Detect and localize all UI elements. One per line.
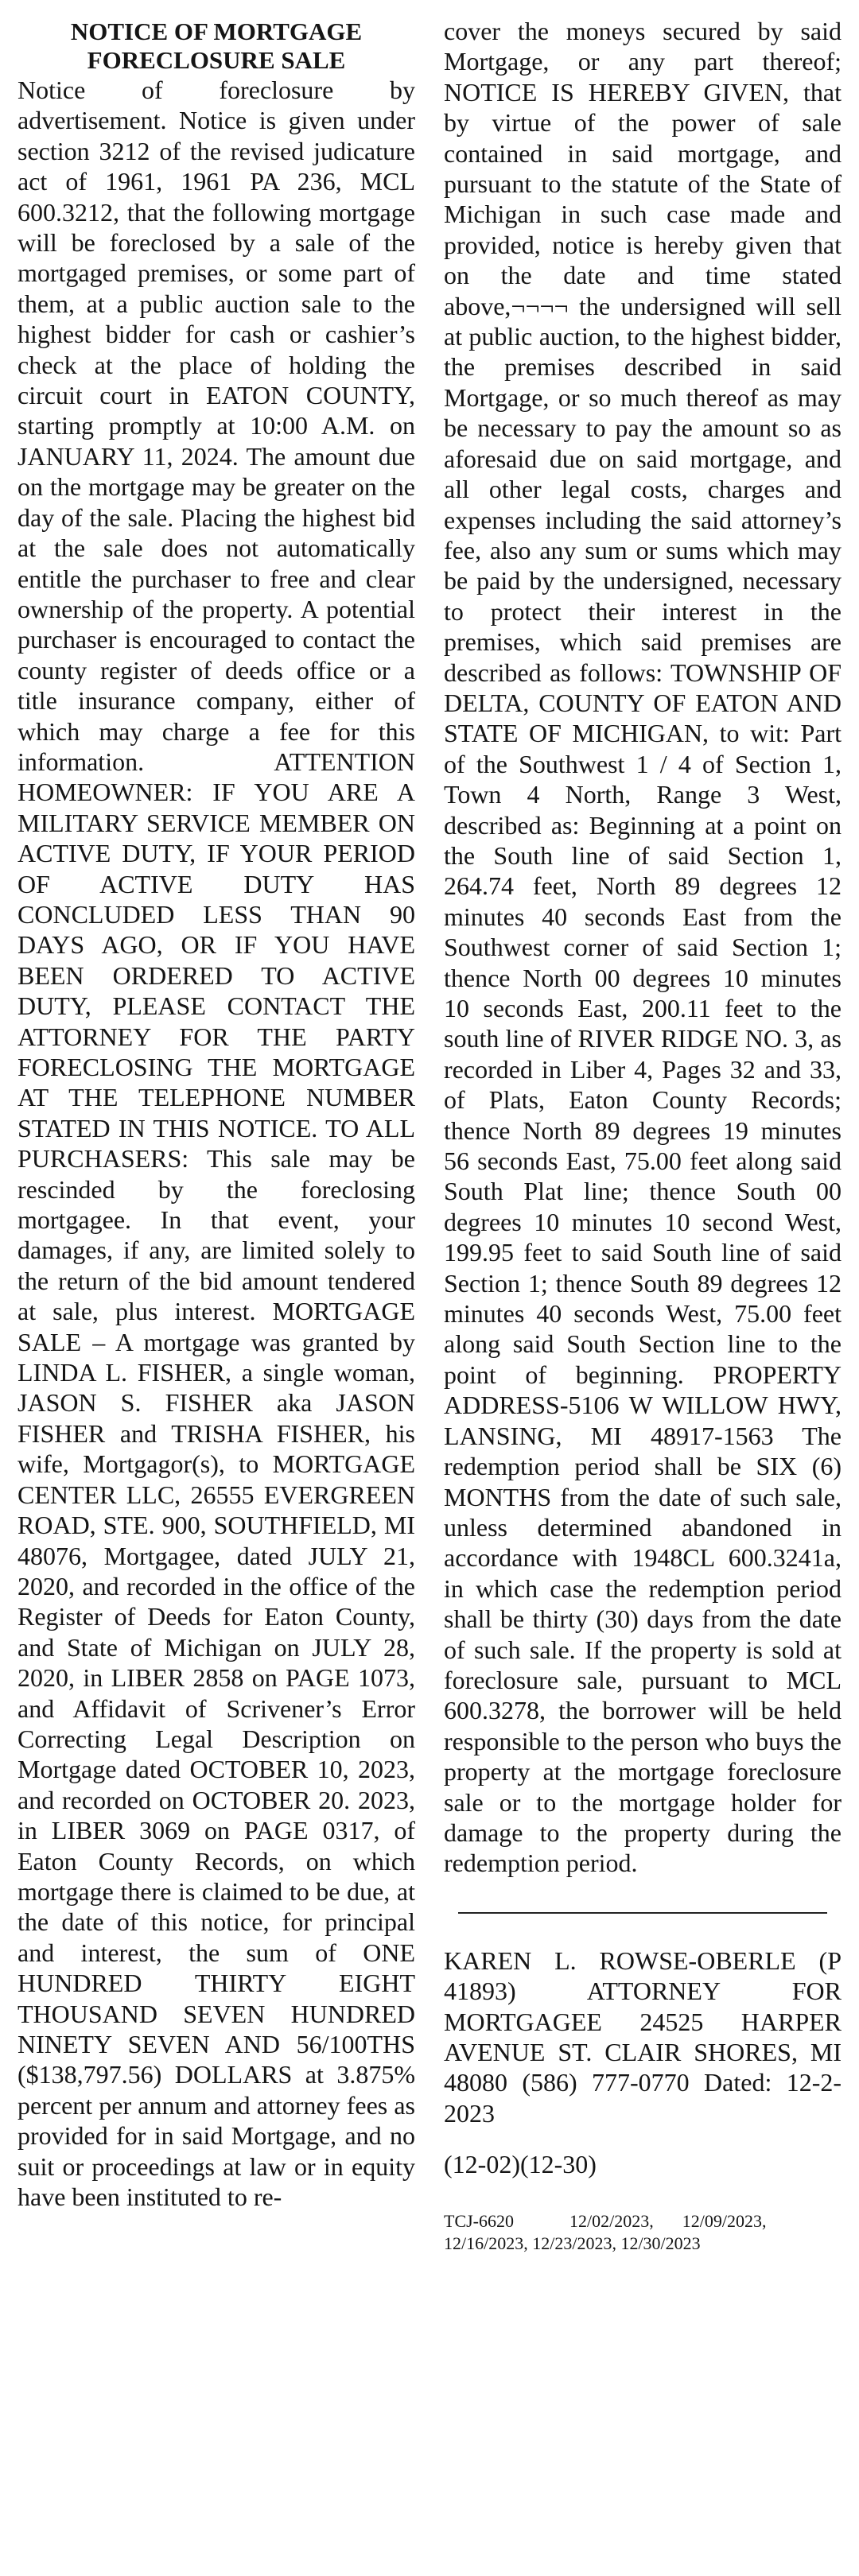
publication-footer — [444, 2210, 842, 2255]
notice-body-part-1: Notice of foreclosure by advertisement. Notice is given under section 3212 of the revised judicature act of 1961, 1961 PA 236, MCL 600.3212, that the following mortgage will be foreclosed by a sale of the mortgaged premises, or some part of them, at a public auction sale to the highest bidder for cash or cashier’s check at the place of holding the circuit court in EATON COUNTY, starting promptly at 10:00 A.M. on JANUARY 11, 2024. The amount due on the mortgage may be greater on the day of the sale. Placing the highest bid at the sale does not automatically entitle the purchaser to free and clear ownership of the property. A potential purchaser is encouraged to contact the county register of deeds office or a title insurance company, either of which may charge a fee for this information. ATTENTION HOMEOWNER: IF YOU ARE A MILITARY SERVICE MEMBER ON ACTIVE DUTY, IF YOUR PERIOD OF ACTIVE DUTY HAS CONCLUDED LESS THAN 90 DAYS AGO, OR IF YOU HAVE BEEN ORDERED TO ACTIVE DUTY, PLEASE CONTACT THE ATTORNEY FOR THE PARTY FORECLOSING THE MORTGAGE AT THE TELEPHONE NUMBER STATED IN THIS NOTICE. TO ALL PURCHASERS: This sale may be rescinded by the foreclosing mortgagee. In that event, your damages, if any, are limited solely to the return of the bid amount tendered at sale, plus interest. MORTGAGE SALE – A mortgage was granted by LINDA L. FISHER, a single woman, JASON S. FISHER aka JASON FISHER and TRISHA FISHER, his wife, Mortgagor(s), to MORTGAGE CENTER LLC, 26555 EVERGREEN ROAD, STE. 900, SOUTHFIELD, MI 48076, Mortgagee, dated JULY 21, 2020, and recorded in the office of the Register of Deeds for Eaton County, and State of Michigan on JULY 28, 2020, in LIBER 2858 on PAGE 1073, and Affidavit of Scrivener’s Error Correcting Legal Description on Mortgage dated OCTOBER 10, 2023, and recorded on OCTOBER 20. 2023, in LIBER 3069 on PAGE 0317, of Eaton County Records, on which mortgage there is claimed to be due, at the date of this notice, for principal and interest, the sum of ONE HUNDRED THIRTY EIGHT THOUSAND SEVEN HUNDRED NINETY SEVEN AND 56/100THS ($138,797.56) DOLLARS at 3.875% percent per annum and attorney fees as provided for in said Mortgage, and no suit or proceedings at law or in equity have been instituted to re- — [17, 76, 415, 2212]
notice-title-line-1: NOTICE OF MORTGAGE — [70, 17, 363, 45]
notice-column-left — [17, 16, 415, 2212]
footer-line-1 — [444, 2210, 842, 2233]
notice-title — [17, 16, 415, 75]
notice-title-line-2: FORECLOSURE SALE — [87, 46, 346, 74]
notice-columns — [17, 16, 842, 2255]
section-divider — [458, 1912, 827, 1914]
notice-code: TCJ-6620 — [444, 2210, 514, 2231]
footer-line-2: 12/16/2023, 12/23/2023, 12/30/2023 — [444, 2233, 701, 2253]
notice-column-right — [444, 16, 842, 2255]
publication-run-dates: (12-02)(12-30) — [444, 2150, 597, 2179]
publication-date-2: 12/09/2023, — [682, 2210, 767, 2231]
attorney-signature: KAREN L. ROWSE-OBERLE (P 41893) ATTORNEY FOR MORTGAGEE 24525 HARPER AVENUE ST. CLAIR SHORES, MI 48080 (586) 777-0770 Dated: 12-2-2023 — [444, 1946, 842, 2128]
publication-date-1: 12/02/2023, — [569, 2210, 654, 2231]
notice-body-part-2: cover the moneys secured by said Mortgage, or any part thereof; NOTICE IS HEREBY GIVEN, that by virtue of the power of sale contained in said mortgage, and pursuant to the statute of the State of Michigan in such case made and provided, notice is hereby given that on the date and time stated above,¬¬¬¬ the undersigned will sell at public auction, to the highest bidder, the premises described in said Mortgage, or so much thereof as may be necessary to pay the amount so as aforesaid due on said mortgage, and all other legal costs, charges and expenses including the said attorney’s fee, also any sum or sums which may be paid by the undersigned, necessary to protect their interest in the premises, which said premises are described as follows: TOWNSHIP OF DELTA, COUNTY OF EATON AND STATE OF MICHIGAN, to wit: Part of the Southwest 1 / 4 of Section 1, Town 4 North, Range 3 West, described as: Beginning at a point on the South line of said Section 1, 264.74 feet, North 89 degrees 12 minutes 40 seconds East from the Southwest corner of said Section 1; thence North 00 degrees 10 minutes 10 seconds East, 200.11 feet to the south line of RIVER RIDGE NO. 3, as recorded in Liber 4, Pages 32 and 33, of Plats, Eaton County Records; thence North 89 degrees 19 minutes 56 seconds East, 75.00 feet along said South Plat line; thence South 00 degrees 10 minutes 10 second West, 199.95 feet to said South line of said Section 1; thence South 89 degrees 12 minutes 40 seconds West, 75.00 feet along said South Section line to the point of beginning. PROPERTY ADDRESS-5106 W WILLOW HWY, LANSING, MI 48917-1563 The redemption period shall be SIX (6) MONTHS from the date of such sale, unless determined abandoned in accordance with 1948CL 600.3241a, in which case the redemption period shall be thirty (30) days from the date of such sale. If the property is sold at foreclosure sale, pursuant to MCL 600.3278, the borrower will be held responsible to the person who buys the property at the mortgage foreclosure sale or to the mortgage holder for damage to the property during the redemption period. — [444, 17, 842, 1878]
